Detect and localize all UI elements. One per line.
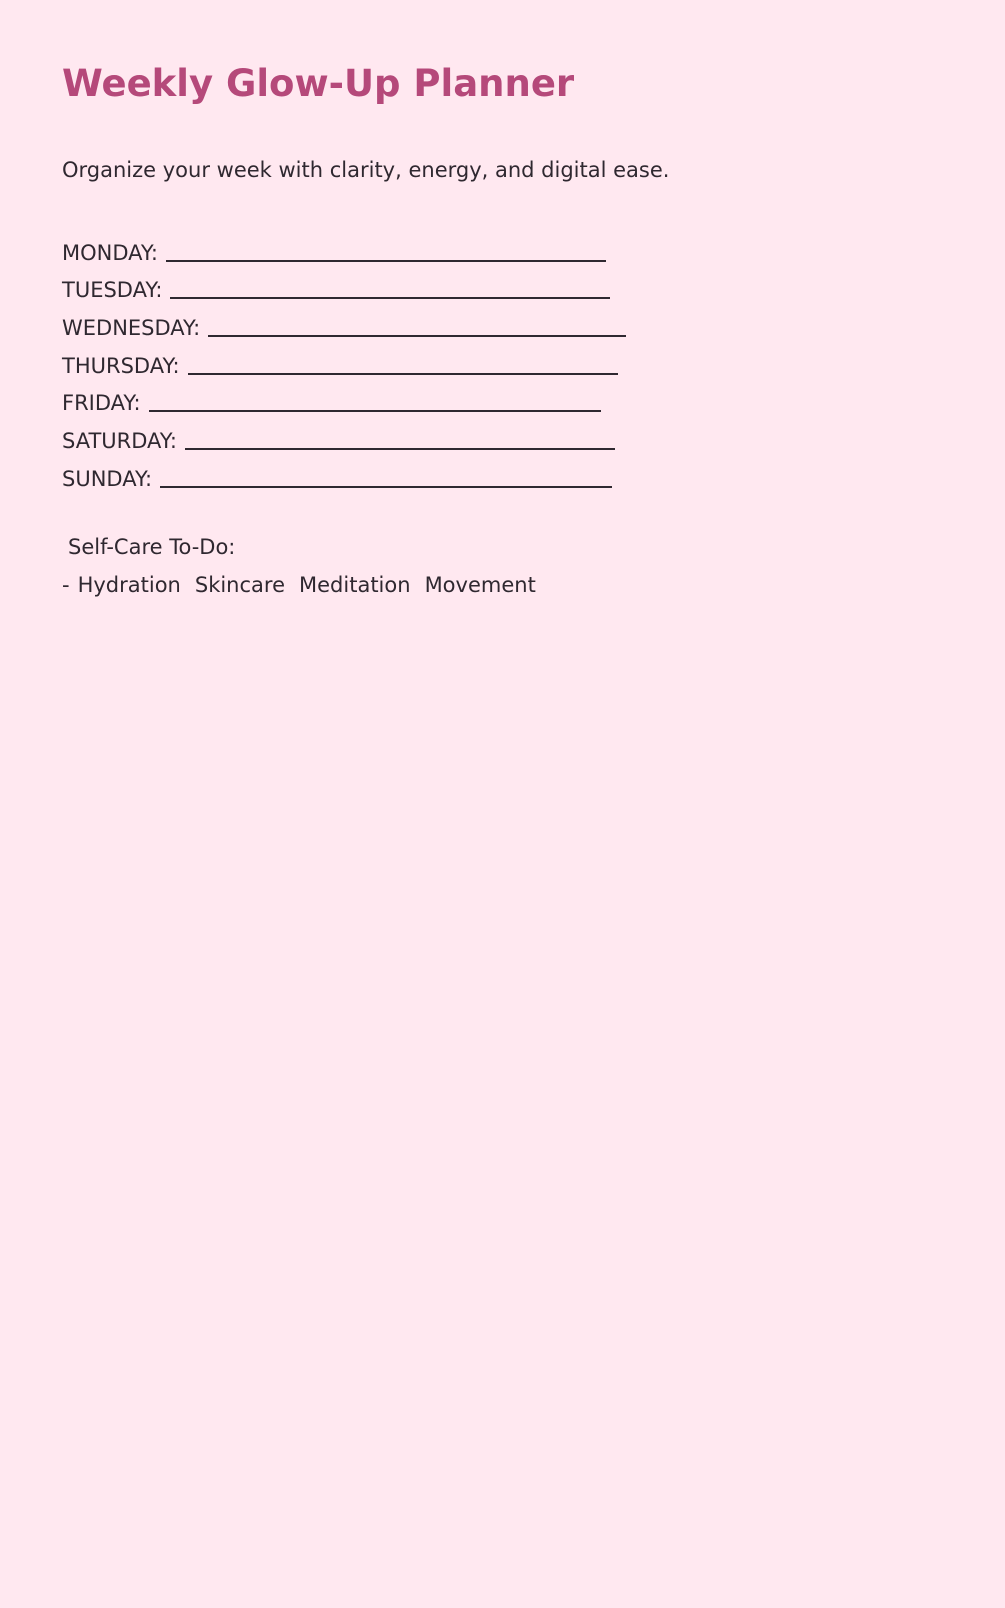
list-dash: - bbox=[62, 573, 70, 597]
write-in-line bbox=[166, 240, 606, 262]
write-in-line bbox=[185, 428, 615, 450]
write-in-line bbox=[149, 390, 601, 412]
day-row-monday bbox=[62, 230, 626, 268]
write-in-line bbox=[160, 466, 612, 488]
selfcare-item-skincare: Skincare bbox=[194, 573, 286, 597]
day-row-tuesday bbox=[62, 268, 626, 306]
write-in-line bbox=[170, 277, 610, 299]
day-label: TUESDAY: bbox=[62, 278, 163, 303]
day-label: SUNDAY: bbox=[62, 466, 153, 491]
selfcare-item-movement: Movement bbox=[424, 573, 536, 597]
page-title: Weekly Glow-Up Planner bbox=[62, 62, 575, 105]
day-row-sunday bbox=[62, 456, 626, 494]
day-label: THURSDAY: bbox=[62, 353, 180, 378]
day-label: FRIDAY: bbox=[62, 391, 141, 416]
day-label: WEDNESDAY: bbox=[62, 316, 201, 341]
day-row-thursday bbox=[62, 343, 626, 381]
write-in-line bbox=[188, 353, 618, 375]
day-row-wednesday bbox=[62, 305, 626, 343]
selfcare-item-hydration: Hydration bbox=[77, 573, 181, 597]
day-label: SATURDAY: bbox=[62, 429, 177, 454]
write-in-line bbox=[208, 315, 626, 337]
selfcare-heading: Self-Care To-Do: bbox=[68, 535, 236, 559]
weekday-list bbox=[62, 230, 626, 494]
day-label: MONDAY: bbox=[62, 240, 159, 265]
day-row-saturday bbox=[62, 418, 626, 456]
selfcare-item-meditation: Meditation bbox=[299, 573, 411, 597]
day-row-friday bbox=[62, 381, 626, 419]
selfcare-list bbox=[62, 570, 550, 600]
page-subtitle: Organize your week with clarity, energy, and digital ease. bbox=[62, 158, 670, 182]
